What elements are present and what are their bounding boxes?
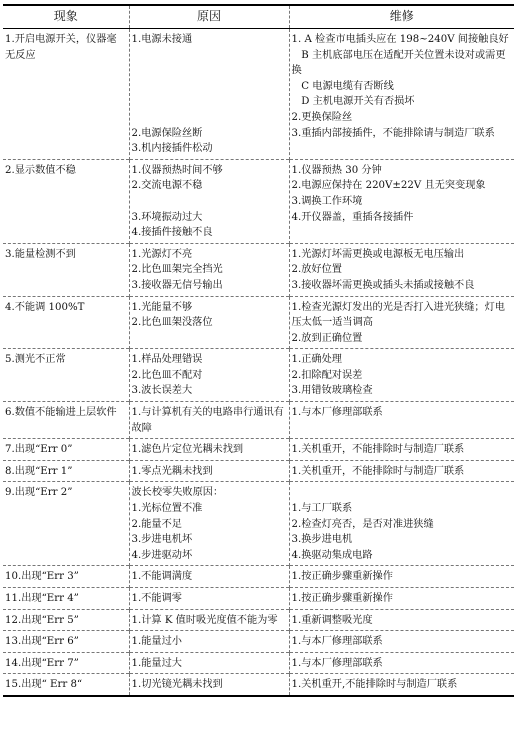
repair-line: 3.用错钕玻璃检查 bbox=[291, 385, 373, 397]
cause-line: 1.能量过大 bbox=[131, 657, 182, 669]
cause-cell bbox=[129, 588, 289, 610]
repair-line: B 主机底部电压在适配开关位置未设对或需更换 bbox=[291, 49, 506, 77]
cause-line bbox=[132, 94, 287, 110]
cause-line: 3.环境振动过大 bbox=[131, 211, 203, 223]
symptom-cell bbox=[3, 159, 129, 243]
symptom-line: 1.开启电源开关，仪器毫无反应 bbox=[5, 34, 117, 61]
symptom-cell bbox=[3, 29, 129, 160]
symptom-cell bbox=[3, 482, 129, 566]
repair-line: 1.与本厂修理部联系 bbox=[291, 407, 383, 419]
cause-line: 3.步进电机坏 bbox=[131, 534, 193, 546]
symptom-line: 2.显示数值不稳 bbox=[5, 164, 76, 176]
table-row bbox=[3, 402, 514, 439]
cause-cell bbox=[129, 296, 289, 349]
repair-line: 1.关机重开，不能排除时与制造厂联系 bbox=[291, 444, 465, 456]
symptom-line: 3.能量检测不到 bbox=[5, 248, 76, 260]
symptom-line: 6.数值不能输进上层软件 bbox=[5, 407, 117, 419]
repair-line: 2.检查灯亮否，是否对准进狭缝 bbox=[291, 518, 434, 530]
cause-cell bbox=[129, 402, 289, 439]
cause-cell bbox=[129, 566, 289, 588]
table-row bbox=[3, 609, 514, 631]
table-row bbox=[3, 243, 514, 296]
symptom-cell bbox=[3, 439, 129, 461]
symptom-line: 10.出现“Err 3” bbox=[5, 571, 79, 583]
cause-line: 2.比色皿架没落位 bbox=[131, 317, 213, 329]
troubleshooting-table bbox=[3, 4, 514, 697]
cause-line: 1.零点光耦未找到 bbox=[131, 465, 213, 477]
repair-cell bbox=[289, 402, 514, 439]
table-row bbox=[3, 588, 514, 610]
repair-line: 1.重新调整吸光度 bbox=[291, 614, 373, 626]
repair-line: 1.关机重开,不能排除时与制造厂联系 bbox=[291, 679, 458, 691]
symptom-line: 5.测光不正常 bbox=[5, 354, 66, 366]
cause-line: 3.机内接插件松动 bbox=[131, 143, 213, 155]
cause-cell bbox=[129, 652, 289, 674]
repair-line: 2.扣除配对误差 bbox=[291, 369, 363, 381]
repair-cell bbox=[289, 609, 514, 631]
repair-line: 4.开仪器盖，重插各接插件 bbox=[291, 211, 414, 223]
repair-cell bbox=[289, 674, 514, 696]
repair-line: 1. A 检查市电插头应在 198~240V 间接触良好 bbox=[291, 34, 509, 45]
cause-cell bbox=[129, 631, 289, 653]
cause-line: 1.光源灯不亮 bbox=[131, 248, 193, 260]
table-row bbox=[3, 631, 514, 653]
table-row bbox=[3, 482, 514, 566]
cause-line: 1.光能量不够 bbox=[131, 301, 193, 313]
cause-line: 1.不能调零 bbox=[131, 593, 182, 604]
cause-cell bbox=[129, 482, 289, 566]
cause-line: 4.步进驱动坏 bbox=[131, 549, 193, 561]
symptom-cell bbox=[3, 402, 129, 439]
cause-line: 1.能量过小 bbox=[131, 636, 182, 648]
cause-line bbox=[132, 63, 287, 79]
repair-line: 1.光源灯坏需更换或电源板无电压输出 bbox=[291, 248, 465, 260]
repair-line: 1.关机重开，不能排除时与制造厂联系 bbox=[291, 465, 465, 477]
symptom-line: 14.出现“Err 7” bbox=[5, 657, 79, 669]
symptom-line: 9.出现“Err 2” bbox=[5, 487, 73, 499]
cause-line: 2.电源保险丝断 bbox=[131, 127, 203, 139]
repair-cell bbox=[289, 460, 514, 482]
cause-line: 1.不能调满度 bbox=[131, 571, 193, 583]
cause-line: 4.接插件接触不良 bbox=[131, 227, 213, 239]
symptom-cell bbox=[3, 631, 129, 653]
cause-line: 波长校零失败原因： bbox=[131, 487, 224, 499]
symptom-cell bbox=[3, 296, 129, 349]
repair-line: 3.接收器坏需更换或插头未插或接触不良 bbox=[291, 279, 475, 291]
table-row bbox=[3, 652, 514, 674]
cause-line: 1.切光镜光耦未找到 bbox=[131, 679, 223, 691]
cause-cell bbox=[129, 29, 289, 160]
header-row bbox=[3, 5, 514, 29]
cause-line: 2.比色皿架完全挡光 bbox=[131, 264, 223, 276]
table-row bbox=[3, 159, 514, 243]
cause-line: 3.波长误差大 bbox=[131, 385, 193, 397]
repair-line: 2.电源应保持在 220V±22V 且无突变现象 bbox=[291, 180, 486, 192]
cause-line: 3.接收器无信号输出 bbox=[131, 279, 223, 291]
symptom-line: 8.出现“Err 1” bbox=[5, 465, 73, 477]
repair-cell bbox=[289, 652, 514, 674]
repair-line: 1.按正确步骤重新操作 bbox=[291, 571, 393, 583]
repair-cell bbox=[289, 243, 514, 296]
repair-line: 2.放好位置 bbox=[291, 264, 342, 276]
cause-cell bbox=[129, 609, 289, 631]
repair-cell bbox=[289, 588, 514, 610]
repair-line: 2.放到正确位置 bbox=[291, 332, 363, 344]
cause-line: 1.计算 K 值时吸光度值不能为零 bbox=[131, 614, 278, 626]
cause-line bbox=[132, 110, 287, 126]
repair-line: 1.与本厂修理部联系 bbox=[291, 636, 383, 648]
symptom-cell bbox=[3, 674, 129, 696]
header-symptom: 现象 bbox=[3, 5, 129, 29]
cause-line: 2.比色皿不配对 bbox=[131, 369, 203, 381]
repair-line: 1.与本厂修理部联系 bbox=[291, 657, 383, 669]
symptom-line: 7.出现“Err 0” bbox=[5, 444, 73, 456]
repair-line bbox=[292, 485, 513, 501]
table-row bbox=[3, 29, 514, 160]
repair-line: 1.按正确步骤重新操作 bbox=[291, 593, 393, 604]
repair-cell bbox=[289, 566, 514, 588]
cause-line: 2.能量不足 bbox=[131, 518, 182, 530]
repair-cell bbox=[289, 349, 514, 402]
repair-line: 1.与工厂联系 bbox=[291, 503, 353, 515]
repair-line: 4.换驱动集成电路 bbox=[291, 549, 373, 561]
header-cause: 原因 bbox=[129, 5, 289, 29]
symptom-line: 4.不能调 100%T bbox=[5, 301, 85, 313]
symptom-cell bbox=[3, 566, 129, 588]
table-row bbox=[3, 349, 514, 402]
symptom-line: 11.出现“Err 4” bbox=[5, 593, 79, 604]
symptom-cell bbox=[3, 609, 129, 631]
repair-line: 1.检查光源灯发出的光是否打入进光狭缝；灯电压太低一适当调高 bbox=[291, 301, 505, 329]
table-row bbox=[3, 566, 514, 588]
cause-cell bbox=[129, 674, 289, 696]
cause-line: 1.光标位置不准 bbox=[131, 503, 203, 515]
table-row bbox=[3, 674, 514, 696]
cause-line bbox=[132, 79, 287, 95]
repair-line: 2.更换保险丝 bbox=[291, 111, 353, 123]
cause-line: 1.滤色片定位光耦未找到 bbox=[131, 444, 244, 456]
cause-cell bbox=[129, 243, 289, 296]
repair-cell bbox=[289, 159, 514, 243]
table-body bbox=[3, 29, 514, 696]
cause-line: 1.样品处理错误 bbox=[131, 354, 203, 366]
cause-line: 2.交流电源不稳 bbox=[131, 180, 203, 192]
cause-line: 1.仪器预热时间不够 bbox=[131, 164, 223, 176]
cause-line: 1.与计算机有关的电路串行通讯有故障 bbox=[131, 407, 284, 434]
cause-line bbox=[132, 194, 287, 210]
table-row bbox=[3, 439, 514, 461]
repair-line: C 电源电缆有否断线 bbox=[291, 80, 394, 92]
symptom-cell bbox=[3, 349, 129, 402]
table-row bbox=[3, 296, 514, 349]
symptom-cell bbox=[3, 652, 129, 674]
repair-line: 3.重插内部接插件，不能排除请与制造厂联系 bbox=[291, 127, 495, 139]
cause-line: 1.电源未接通 bbox=[131, 34, 193, 45]
symptom-line: 12.出现“Err 5” bbox=[5, 614, 79, 626]
cause-cell bbox=[129, 349, 289, 402]
repair-line: 3.调换工作环境 bbox=[291, 195, 363, 207]
repair-cell bbox=[289, 482, 514, 566]
repair-line: D 主机电源开关有否损坏 bbox=[291, 96, 415, 108]
repair-line: 1.仪器预热 30 分钟 bbox=[291, 164, 382, 176]
repair-line: 1.正确处理 bbox=[291, 354, 342, 366]
cause-cell bbox=[129, 439, 289, 461]
repair-cell bbox=[289, 631, 514, 653]
cause-cell bbox=[129, 460, 289, 482]
symptom-cell bbox=[3, 460, 129, 482]
symptom-line: 15.出现“ Err 8“ bbox=[5, 679, 83, 691]
cause-cell bbox=[129, 159, 289, 243]
symptom-cell bbox=[3, 588, 129, 610]
symptom-line: 13.出现“Err 6” bbox=[5, 636, 79, 648]
repair-cell bbox=[289, 29, 514, 160]
repair-cell bbox=[289, 296, 514, 349]
symptom-cell bbox=[3, 243, 129, 296]
repair-cell bbox=[289, 439, 514, 461]
table-row bbox=[3, 460, 514, 482]
repair-line: 3.换步进电机 bbox=[291, 534, 353, 546]
header-repair: 维修 bbox=[289, 5, 514, 29]
cause-line bbox=[132, 48, 287, 64]
